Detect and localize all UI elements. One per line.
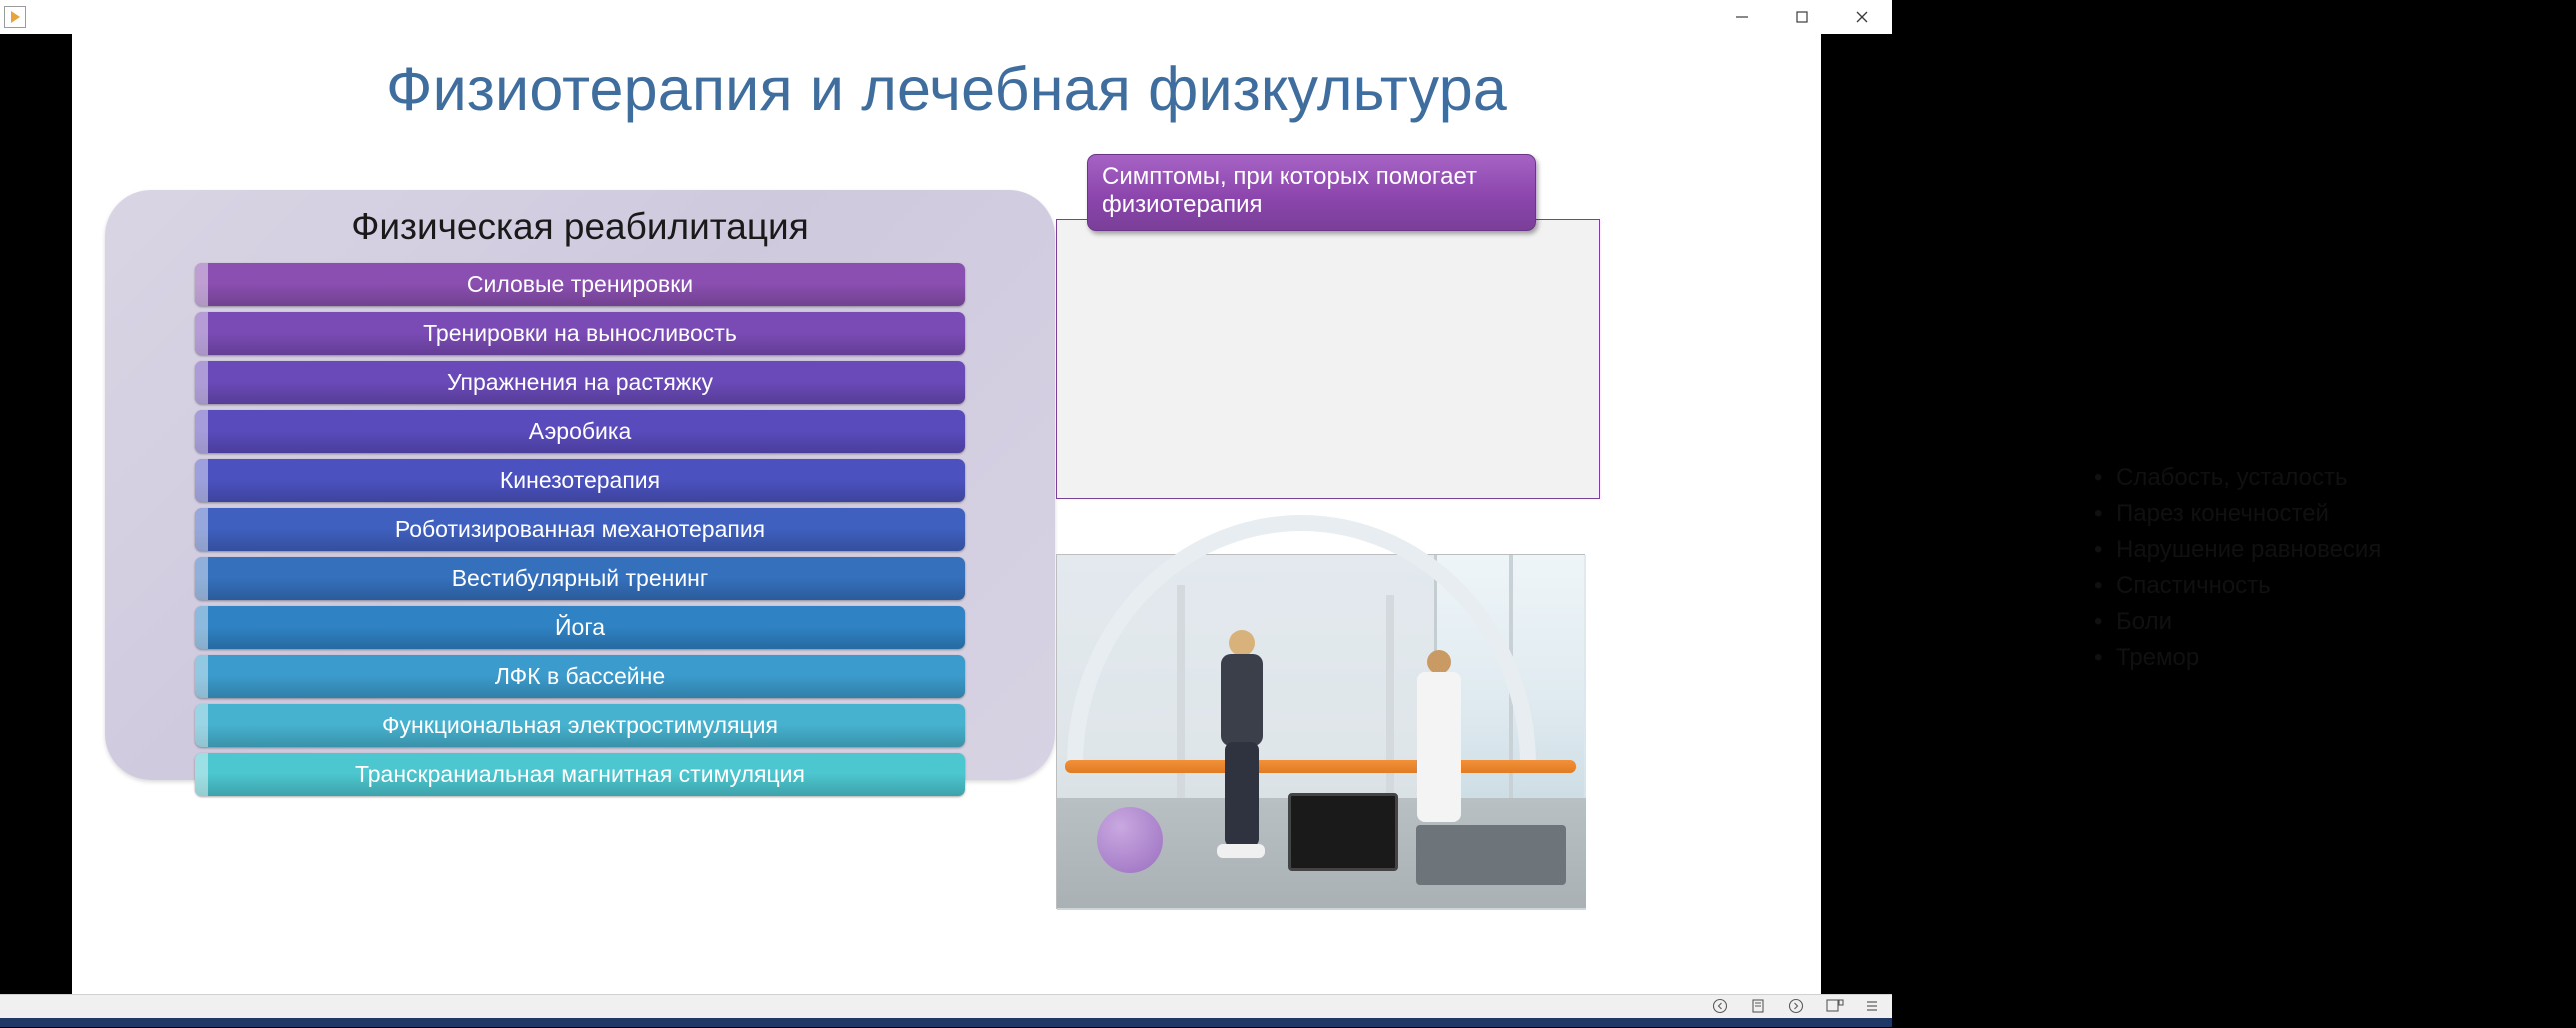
symptom-item xyxy=(2094,572,2576,600)
symptom-item-label: Слабость, усталость xyxy=(2116,464,2348,491)
rehabilitation-item-label: Транскраниальная магнитная стимуляция xyxy=(355,761,805,787)
rehabilitation-item-accent xyxy=(195,459,208,502)
rehabilitation-item xyxy=(195,606,965,649)
rehabilitation-panel xyxy=(105,190,1055,787)
symptoms-box xyxy=(1056,219,2382,671)
rehabilitation-item-accent xyxy=(195,508,208,551)
symptom-item xyxy=(2094,464,2576,492)
bullet-icon: • xyxy=(2094,608,2103,635)
photo-parallel-bars xyxy=(1065,760,1576,773)
media-player-icon[interactable] xyxy=(4,6,26,28)
title-bar xyxy=(0,0,1892,34)
rehabilitation-item-label: Аэробика xyxy=(528,418,632,444)
minimize-button[interactable] xyxy=(1712,0,1772,34)
bullet-icon: • xyxy=(2094,572,2103,599)
symptom-item-label: Боли xyxy=(2116,608,2172,635)
rehabilitation-heading: Физическая реабилитация xyxy=(351,206,809,247)
menu-icon[interactable] xyxy=(1866,998,1878,1016)
bullet-icon: • xyxy=(2094,500,2103,527)
symptom-item-label: Нарушение равновесия xyxy=(2116,536,2382,563)
close-button[interactable] xyxy=(1832,0,1892,34)
rehabilitation-item xyxy=(195,508,965,551)
photo-therapist xyxy=(1411,650,1467,850)
bullet-icon: • xyxy=(2094,464,2103,491)
symptom-item-label: Парез конечностей xyxy=(2116,500,2329,527)
rehabilitation-item-accent xyxy=(195,655,208,698)
slide-canvas xyxy=(72,34,2382,1022)
next-icon[interactable] xyxy=(1788,998,1804,1016)
rehabilitation-item xyxy=(195,704,965,747)
rehabilitation-item-label: ЛФК в бассейне xyxy=(494,663,666,689)
bullet-icon: • xyxy=(2094,644,2103,671)
symptom-item xyxy=(2094,536,2576,564)
previous-icon[interactable] xyxy=(1712,998,1728,1016)
symptoms-callout-header: Симптомы, при которых помогает физиотерапия xyxy=(1087,154,1536,231)
rehabilitation-item-label: Роботизированная механотерапия xyxy=(394,516,766,542)
left-letterbox xyxy=(0,68,72,1028)
rehabilitation-item-label: Тренировки на выносливость xyxy=(423,320,737,346)
symptom-item xyxy=(2094,608,2576,636)
status-bar xyxy=(0,994,1892,1018)
photo-patient xyxy=(1207,630,1279,860)
rehabilitation-item-label: Функциональная электростимуляция xyxy=(382,712,778,738)
photo-equipment-cart xyxy=(1416,825,1566,885)
rehabilitation-item xyxy=(195,557,965,600)
photo-frame-right xyxy=(1386,595,1394,825)
rehabilitation-photo xyxy=(1056,554,1585,909)
rehabilitation-item-accent xyxy=(195,557,208,600)
rehabilitation-item-label: Упражнения на растяжку xyxy=(446,369,714,395)
symptom-item xyxy=(2094,644,2576,672)
rehabilitation-item xyxy=(195,459,965,502)
symptom-item xyxy=(2094,500,2576,528)
page-title: Физиотерапия и лечебная физкультура xyxy=(386,55,1507,123)
rehabilitation-item-accent xyxy=(195,704,208,747)
symptom-item-label: Тремор xyxy=(2116,644,2200,671)
photo-monitor xyxy=(1288,793,1398,871)
bullet-icon: • xyxy=(2094,536,2103,563)
slides-icon[interactable] xyxy=(1750,998,1766,1016)
symptom-item-label: Спастичность xyxy=(2116,572,2271,599)
rehabilitation-item-accent xyxy=(195,312,208,355)
window-controls xyxy=(1712,0,1892,34)
rehabilitation-item-accent xyxy=(195,410,208,453)
rehabilitation-item-accent xyxy=(195,606,208,649)
rehabilitation-item xyxy=(195,410,965,453)
rehabilitation-item-label: Силовые тренировки xyxy=(466,271,694,297)
rehabilitation-item-accent xyxy=(195,753,208,796)
rehabilitation-item-label: Кинезотерапия xyxy=(499,467,661,493)
rehabilitation-item-accent xyxy=(195,263,208,306)
rehabilitation-list xyxy=(195,263,965,802)
right-letterbox xyxy=(1821,68,1892,1028)
rehabilitation-item xyxy=(195,263,965,306)
taskbar xyxy=(0,1018,1892,1027)
rehabilitation-item-accent xyxy=(195,361,208,404)
rehabilitation-item xyxy=(195,753,965,796)
photo-exercise-ball xyxy=(1097,807,1163,873)
maximize-button[interactable] xyxy=(1772,0,1832,34)
rehabilitation-item xyxy=(195,655,965,698)
slide-stage xyxy=(0,34,2382,994)
rehabilitation-item-label: Йога xyxy=(555,614,605,640)
rehabilitation-item xyxy=(195,312,965,355)
status-bar-icons xyxy=(1712,998,1892,1016)
symptoms-list xyxy=(2076,464,2576,680)
presenter-view-icon[interactable] xyxy=(1826,998,1844,1016)
rehabilitation-item xyxy=(195,361,965,404)
rehabilitation-item-label: Вестибулярный тренинг xyxy=(451,565,709,591)
